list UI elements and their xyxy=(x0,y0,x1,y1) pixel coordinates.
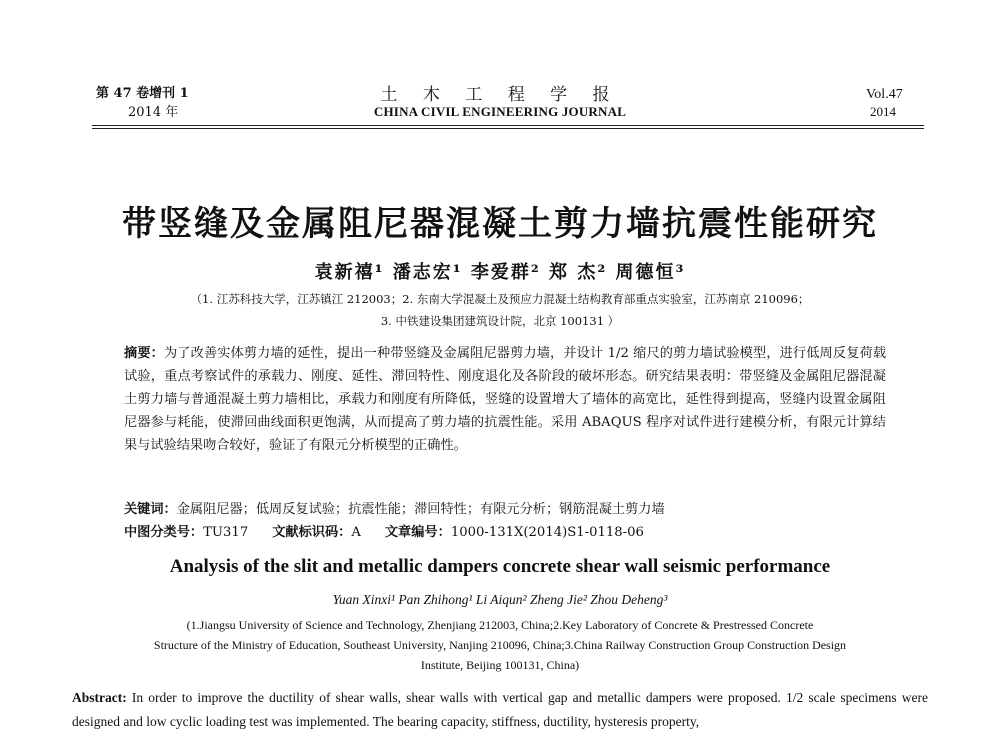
abstract-cn xyxy=(124,342,886,457)
keywords-cn xyxy=(124,498,665,517)
year-en: 2014 xyxy=(870,104,896,119)
article-no-value: 1000-131X(2014)S1-0118-06 xyxy=(450,525,644,540)
doc-code-label: 文献标识码： xyxy=(272,525,352,540)
journal-name-en: CHINA CIVIL ENGINEERING JOURNAL xyxy=(373,104,627,119)
classification-line xyxy=(124,521,644,540)
abstract-text-cn: 为了改善实体剪力墙的延性，提出一种带竖缝及金属阻尼器剪力墙，并设计 1/2 缩尺的剪力墙试验模型，进行低周反复荷载试验，重点考察试件的承载力、刚度、延性、滞回特性、刚度退化及各阶段的破坏形态。研究结果表明：带竖缝及金属阻尼器混凝土剪力墙与普通混凝土剪力墙相比，承载力和刚度有所降低，竖缝的设置增大了墙体的高宽比，延性得到提高，竖缝内设置金属阻尼器参与耗能，使滞回曲线面积更饱满，从而提高了剪力墙的抗震性能。采用 ABAQUS 程序对试件进行建模分析，有限元计算结果与试验结果吻合较好，验证了有限元分析模型的正确性。 xyxy=(124,346,887,453)
clc-value: TU317 xyxy=(203,525,249,540)
article-title-en: Analysis of the slit and metallic dampers concrete shear wall seismic performance xyxy=(169,556,831,577)
year-cn: 2014 年 xyxy=(128,105,179,120)
keywords-label-cn: 关键词： xyxy=(124,502,177,517)
clc-label: 中图分类号： xyxy=(124,525,204,540)
affiliation-en-line-3: Institute, Beijing 100131, China) xyxy=(420,658,580,672)
article-no-label: 文章编号： xyxy=(384,525,451,540)
affiliation-en-line-2: Structure of the Ministry of Education, Southeast University, Nanjing 210096, China;3.China Railway Construction Group Construction Design xyxy=(153,638,847,652)
keywords-text-cn: 金属阻尼器；低周反复试验；抗震性能；滞回特性；有限元分析；钢筋混凝土剪力墙 xyxy=(176,502,665,517)
volume-issue-cn: 第 47 卷增刊 1 xyxy=(96,86,189,101)
authors-cn: 袁新禧¹ 潘志宏¹ 李爱群² 郑 杰² 周德恒³ xyxy=(314,262,686,283)
header-rule-top xyxy=(92,125,924,126)
doc-code-value: A xyxy=(351,525,361,540)
authors-en: Yuan Xinxi¹ Pan Zhihong¹ Li Aiqun² Zheng Jie² Zhou Deheng³ xyxy=(332,592,668,607)
affiliation-en-line-1: (1.Jiangsu University of Science and Technology, Zhenjiang 212003, China;2.Key Laboratory of Concrete & Prestressed Concrete xyxy=(186,618,814,632)
abstract-label-cn: 摘要： xyxy=(124,346,164,361)
abstract-label-en: Abstract: xyxy=(72,690,127,705)
abstract-text-en: In order to improve the ductility of shear walls, shear walls with vertical gap and metallic dampers were proposed. 1/2 scale specimens were designed and low cyclic loading test was implemented. The bearing capacity, stiffness, ductility, hysteresis property, xyxy=(72,690,928,729)
abstract-en xyxy=(72,686,928,734)
affiliation-cn-line-2: 3. 中铁建设集团建筑设计院，北京 100131 ） xyxy=(380,314,620,328)
affiliation-cn-line-1: （1. 江苏科技大学，江苏镇江 212003；2. 东南大学混凝土及预应力混凝土结构教育部重点实验室，江苏南京 210096； xyxy=(190,292,810,306)
journal-name-cn: 土 木 工 程 学 报 xyxy=(380,85,620,105)
volume-en: Vol.47 xyxy=(866,87,903,102)
header-rule-bottom xyxy=(92,128,924,129)
article-title-cn: 带竖缝及金属阻尼器混凝土剪力墙抗震性能研究 xyxy=(122,204,878,244)
